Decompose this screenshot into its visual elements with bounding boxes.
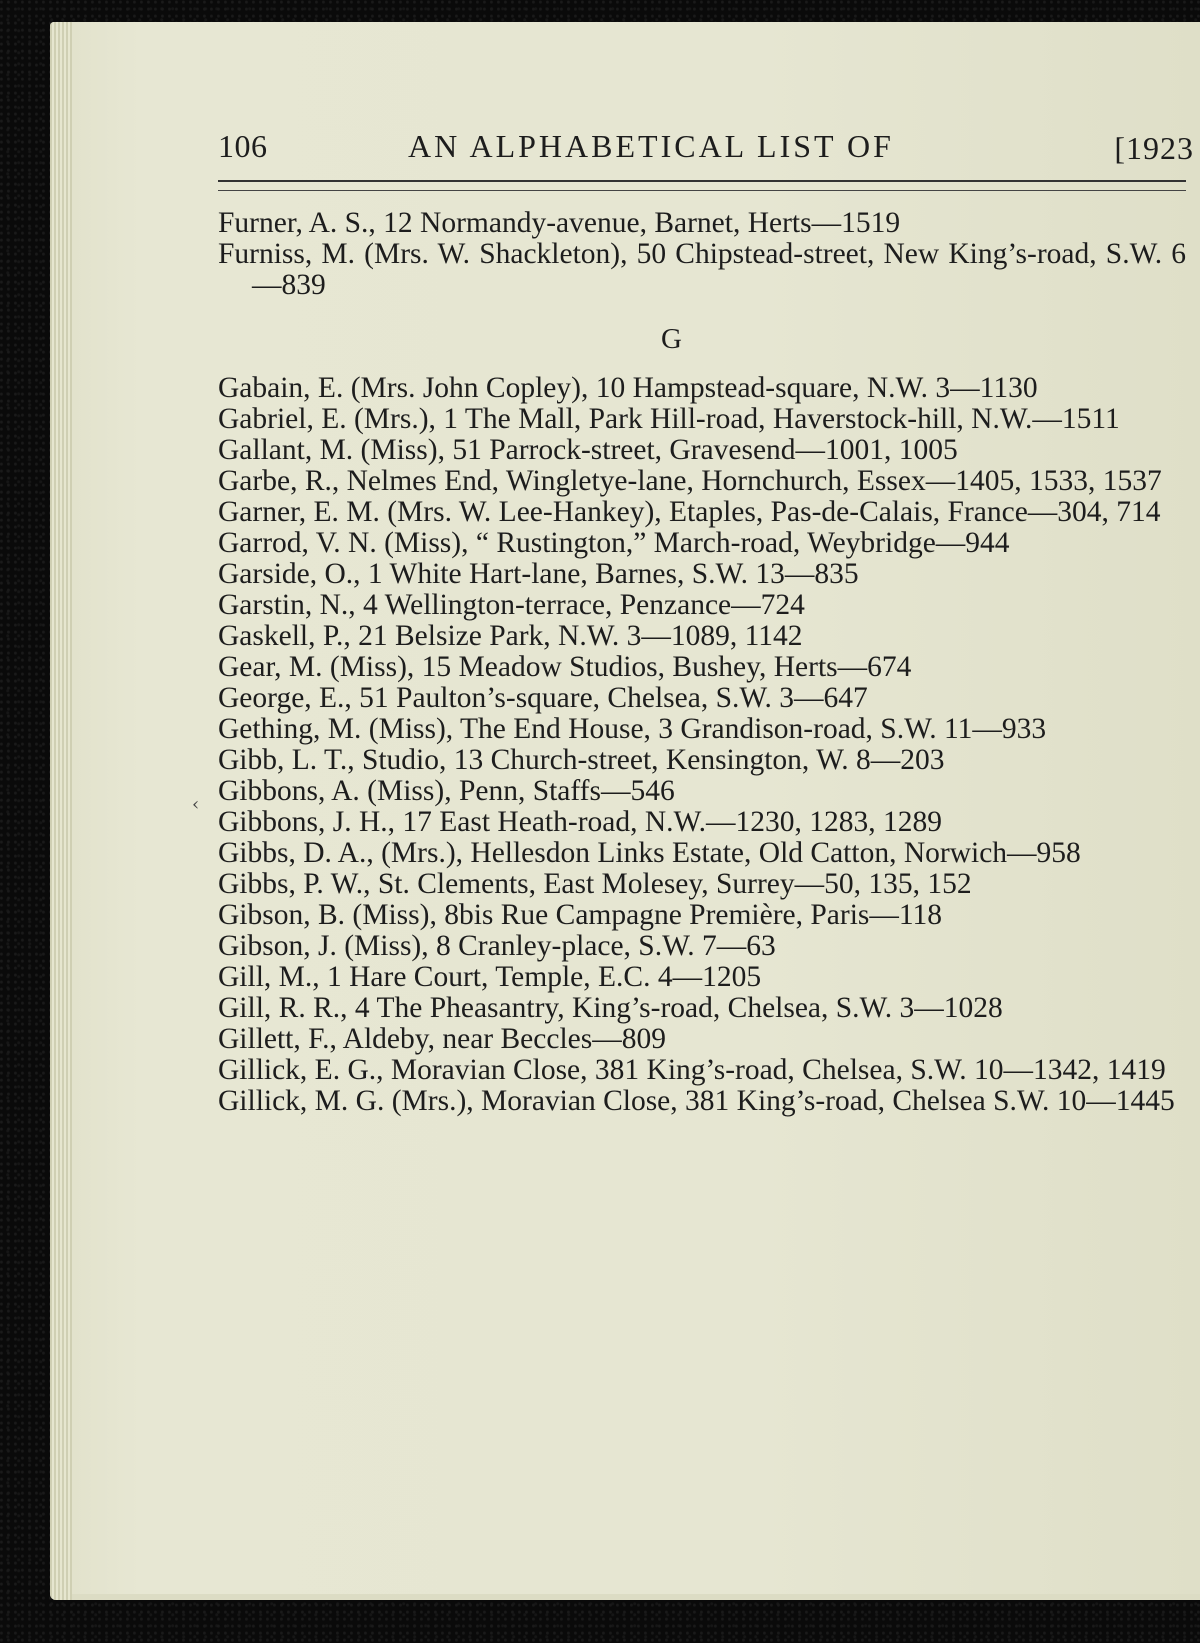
list-entry: George, E., 51 Paulton’s-square, Chelsea, S.W. 3—647 — [218, 682, 868, 714]
margin-mark: ‹ — [192, 794, 200, 815]
list-entry: Gill, M., 1 Hare Court, Temple, E.C. 4—1205 — [218, 961, 762, 993]
list-entry: Gibbons, A. (Miss), Penn, Staffs—546 — [218, 775, 675, 807]
entries-before-section — [218, 208, 1186, 301]
list-entry: Gaskell, P., 21 Belsize Park, N.W. 3—1089, 1142 — [218, 620, 803, 652]
running-head-year: [1923 — [1114, 130, 1194, 166]
list-entry: Gibbons, J. H., 17 East Heath-road, N.W.—1230, 1283, 1289 — [218, 806, 943, 838]
list-entry: Gibson, B. (Miss), 8bis Rue Campagne Première, Paris—118 — [218, 899, 943, 931]
running-head-title: AN ALPHABETICAL LIST OF — [408, 128, 894, 164]
list-entry: Gillick, E. G., Moravian Close, 381 King’s-road, Chelsea, S.W. 10—1342, 1419 — [218, 1054, 1166, 1086]
list-entry: Gill, R. R., 4 The Pheasantry, King’s-road, Chelsea, S.W. 3—1028 — [218, 992, 1003, 1024]
list-entry: Garstin, N., 4 Wellington-terrace, Penzance—724 — [218, 589, 805, 621]
entry-list — [218, 208, 1186, 1117]
header-rule — [218, 180, 1186, 191]
list-entry: Gibb, L. T., Studio, 13 Church-street, Kensington, W. 8—203 — [218, 744, 945, 776]
list-entry: Gething, M. (Miss), The End House, 3 Grandison-road, S.W. 11—933 — [218, 713, 1047, 745]
list-entry: Gillick, M. G. (Mrs.), Moravian Close, 381 King’s-road, Chelsea S.W. 10—1445 — [218, 1085, 1175, 1117]
list-entry: Garner, E. M. (Mrs. W. Lee-Hankey), Etaples, Pas-de-Calais, France—304, 714 — [218, 496, 1161, 528]
entries-section-g — [218, 373, 1186, 1117]
list-entry: Gibson, J. (Miss), 8 Cranley-place, S.W. 7—63 — [218, 930, 776, 962]
section-letter-heading: G — [661, 323, 683, 355]
list-entry: Gibbs, P. W., St. Clements, East Molesey, Surrey—50, 135, 152 — [218, 868, 972, 900]
list-entry: Gallant, M. (Miss), 51 Parrock-street, Gravesend—1001, 1005 — [218, 434, 958, 466]
list-entry: Gear, M. (Miss), 15 Meadow Studios, Bushey, Herts—674 — [218, 651, 912, 683]
list-entry: Gabain, E. (Mrs. John Copley), 10 Hampstead-square, N.W. 3—1130 — [218, 372, 1038, 404]
list-entry: Garside, O., 1 White Hart-lane, Barnes, S.W. 13—835 — [218, 558, 859, 590]
running-head — [218, 108, 1194, 168]
list-entry: Gillett, F., Aldeby, near Beccles—809 — [218, 1023, 666, 1055]
list-entry: Garrod, V. N. (Miss), “ Rustington,” March-road, Weybridge—944 — [218, 527, 1010, 559]
list-entry: Gabriel, E. (Mrs.), 1 The Mall, Park Hill-road, Haverstock-hill, N.W.—1511 — [218, 403, 1120, 435]
list-entry: Furner, A. S., 12 Normandy-avenue, Barnet, Herts—1519 — [218, 207, 901, 239]
list-entry: Garbe, R., Nelmes End, Wingletye-lane, Hornchurch, Essex—1405, 1533, 1537 — [218, 465, 1162, 497]
book-page — [72, 22, 1200, 1594]
list-entry: Furniss, M. (Mrs. W. Shackleton), 50 Chipstead-street, New King’s-road, S.W. 6—839 — [218, 238, 1186, 301]
page-number: 106 — [218, 128, 268, 164]
list-entry: Gibbs, D. A., (Mrs.), Hellesdon Links Estate, Old Catton, Norwich—958 — [218, 837, 1081, 869]
